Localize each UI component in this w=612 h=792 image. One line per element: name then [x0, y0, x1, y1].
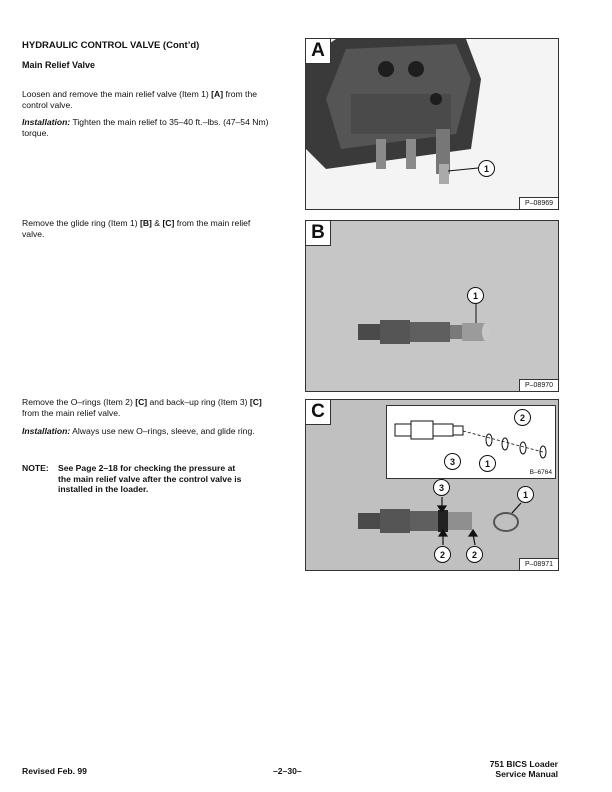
callout-1: 1 [467, 287, 484, 304]
footer-revised: Revised Feb. 99 [22, 766, 87, 776]
step-remove-relief-valve: Loosen and remove the main relief valve (Item 1) [A] from the control valve. [22, 89, 258, 110]
callout-2-left: 2 [434, 546, 451, 563]
installation-torque: Installation: Tighten the main relief to 35–40 ft.–lbs. (47–54 Nm) torque. [22, 117, 269, 138]
note-pressure-check: NOTE: See Page 2–18 for checking the pressure at the main relief valve after the control valve is installed in the loader. [22, 463, 242, 494]
step-remove-orings: Remove the O–rings (Item 2) [C] and back–up ring (Item 3) [C] from the main relief valve. [22, 397, 262, 418]
figure-b [305, 220, 559, 392]
callout-leaders [306, 400, 558, 570]
figure-letter: C [306, 400, 331, 425]
drawing-number: B–6764 [529, 469, 552, 476]
subsection-title: Main Relief Valve [22, 60, 96, 70]
page-number: –2–30– [273, 766, 302, 776]
photo-number: P–08971 [519, 558, 558, 570]
callout-1: 1 [517, 486, 534, 503]
callout-leader [446, 159, 486, 179]
footer-manual: 751 BICS Loader Service Manual [489, 759, 558, 779]
installation-new-orings: Installation: Always use new O–rings, sleeve, and glide ring. [22, 426, 255, 436]
inset-callout-1: 1 [479, 455, 496, 472]
figure-c [305, 399, 559, 571]
callout-leader [466, 303, 486, 325]
note-label: NOTE: [22, 463, 49, 473]
inset-callout-2: 2 [514, 409, 531, 426]
figure-letter: B [306, 221, 331, 246]
relief-valve-photo [306, 221, 558, 391]
callout-2-right: 2 [466, 546, 483, 563]
callout-3: 3 [433, 479, 450, 496]
callout-1: 1 [478, 160, 495, 177]
section-title: HYDRAULIC CONTROL VALVE (Cont’d) [22, 40, 200, 51]
control-valve-photo [306, 39, 558, 209]
inset-callout-3: 3 [444, 453, 461, 470]
figure-letter: A [306, 39, 331, 64]
figure-a [305, 38, 559, 210]
photo-number: P–08970 [519, 379, 558, 391]
step-remove-glide-ring: Remove the glide ring (Item 1) [B] & [C] from the main relief valve. [22, 218, 251, 239]
photo-number: P–08969 [519, 197, 558, 209]
